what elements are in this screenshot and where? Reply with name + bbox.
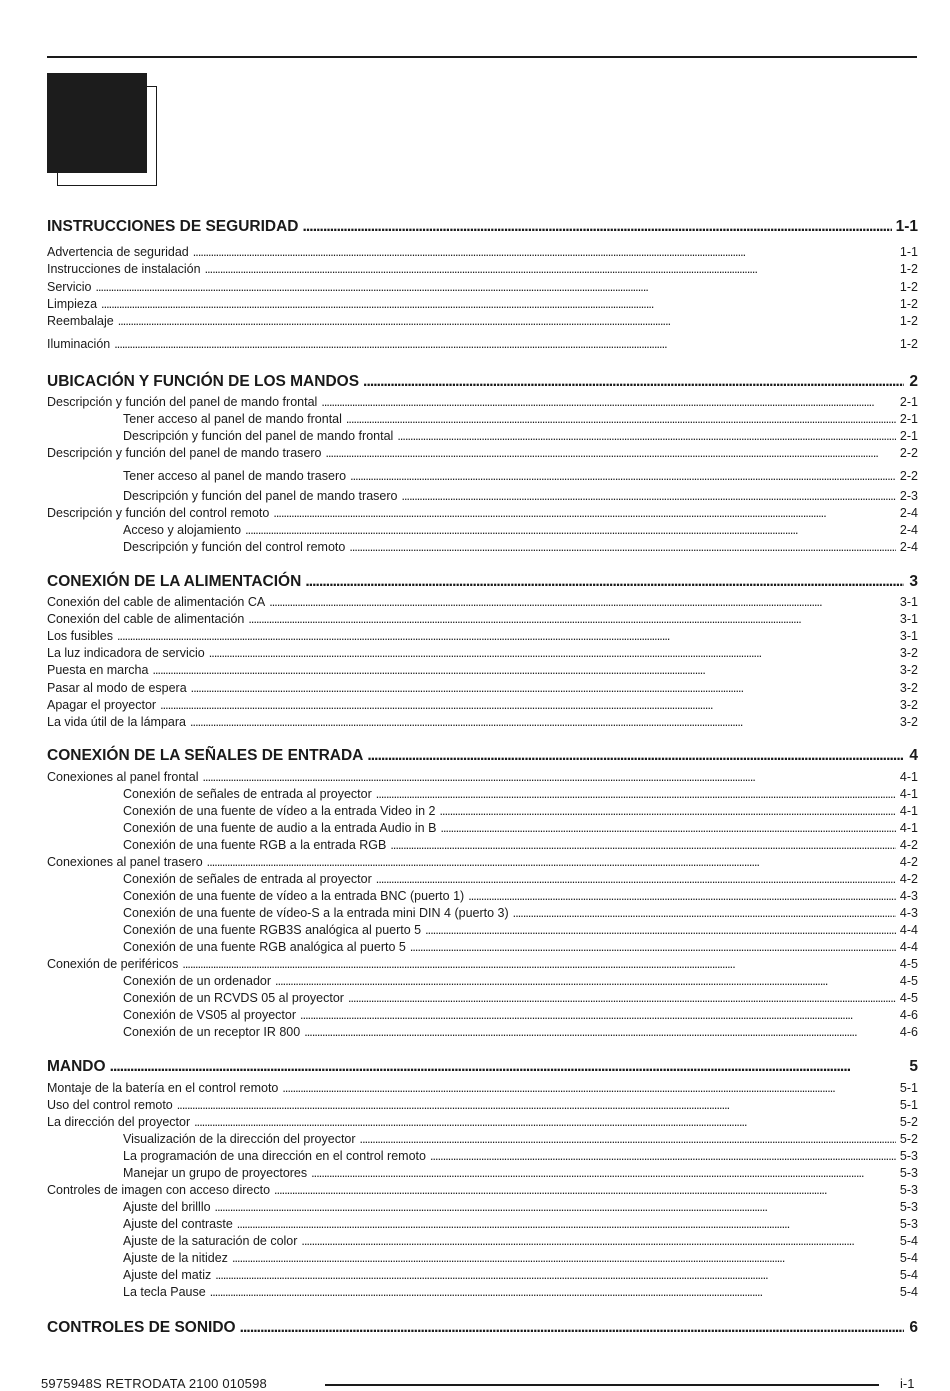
toc-section-heading[interactable]: [47, 572, 918, 592]
toc-label: Descripción y función del panel de mando trasero: [123, 489, 398, 503]
toc-entry[interactable]: [47, 1182, 918, 1198]
dot-leader: [367, 746, 904, 766]
toc-page-number: 3-2: [899, 698, 918, 712]
toc-page-number: 5-3: [899, 1183, 918, 1197]
toc-section-heading[interactable]: [47, 372, 918, 392]
toc-subentry[interactable]: [47, 428, 918, 444]
toc-label: Conexión de un receptor IR 800: [123, 1025, 301, 1039]
toc-label: Conexión de una fuente RGB analógica al puerto 5: [123, 940, 406, 954]
toc-page-number: 4-5: [899, 991, 918, 1005]
toc-subentry[interactable]: [47, 1233, 918, 1249]
toc-entry[interactable]: [47, 296, 918, 312]
footer-rule: [325, 1384, 879, 1386]
toc-label: Instrucciones de instalación: [47, 262, 201, 276]
dot-leader: [305, 572, 904, 592]
toc-page-number: 1-1: [895, 218, 918, 235]
toc-label: CONEXIÓN DE LA SEÑALES DE ENTRADA: [47, 747, 364, 764]
toc-entry[interactable]: [47, 854, 918, 870]
toc-label: Conexión del cable de alimentación CA: [47, 595, 266, 609]
toc-entry[interactable]: [47, 645, 918, 661]
toc-page-number: 5-2: [899, 1115, 918, 1129]
dot-leader: [363, 372, 904, 392]
dot-leader: [215, 1199, 896, 1215]
toc-page-number: 1-2: [899, 314, 918, 328]
dot-leader: [245, 522, 896, 538]
toc-subentry[interactable]: [47, 786, 918, 802]
toc-page-number: 1-2: [899, 262, 918, 276]
toc-page-number: 4-1: [899, 804, 918, 818]
toc-subentry[interactable]: [47, 468, 918, 484]
dot-leader: [190, 714, 896, 730]
toc-page-number: 4-1: [899, 821, 918, 835]
toc-label: Pasar al modo de espera: [47, 681, 187, 695]
toc-subentry[interactable]: [47, 1165, 918, 1181]
toc-entry[interactable]: [47, 336, 918, 352]
toc-label: Servicio: [47, 280, 92, 294]
toc-subentry[interactable]: [47, 488, 918, 504]
toc-page-number: 4-2: [899, 838, 918, 852]
dot-leader: [401, 488, 895, 504]
toc-section-heading[interactable]: [47, 1318, 918, 1338]
toc-page-number: 4-1: [899, 787, 918, 801]
toc-label: Descripción y función del control remoto: [47, 506, 270, 520]
dot-leader: [114, 336, 896, 352]
dot-leader: [301, 1233, 896, 1249]
dot-leader: [360, 1131, 896, 1147]
toc-label: Reembalaje: [47, 314, 114, 328]
toc-page-number: 2-1: [899, 395, 918, 409]
toc-page-number: 4-3: [899, 889, 918, 903]
toc-subentry[interactable]: [47, 922, 918, 938]
dot-leader: [117, 628, 896, 644]
toc-label: La tecla Pause: [123, 1285, 206, 1299]
toc-subentry[interactable]: [47, 1199, 918, 1215]
dot-leader: [376, 871, 896, 887]
toc-subentry[interactable]: [47, 1284, 918, 1300]
toc-page-number: 4-6: [899, 1008, 918, 1022]
toc-page-number: 2-4: [899, 540, 918, 554]
toc-page-number: 2: [909, 373, 918, 390]
toc-label: Conexión de un ordenador: [123, 974, 272, 988]
toc-label: Iluminación: [47, 337, 111, 351]
toc-page-number: 3: [909, 573, 918, 590]
toc-subentry[interactable]: [47, 990, 918, 1006]
dot-leader: [348, 990, 896, 1006]
dot-leader: [210, 1284, 896, 1300]
toc-entry[interactable]: [47, 244, 918, 260]
toc-label: Acceso y alojamiento: [123, 523, 242, 537]
toc-label: Ajuste del contraste: [123, 1217, 233, 1231]
dot-leader: [193, 244, 896, 260]
page-number: i-1: [900, 1376, 915, 1391]
toc-page-number: 5-1: [899, 1081, 918, 1095]
toc-label: Apagar el proyector: [47, 698, 157, 712]
toc-label: Ajuste de la nitidez: [123, 1251, 228, 1265]
dot-leader: [440, 820, 895, 836]
toc-page-number: 4-2: [899, 855, 918, 869]
dot-leader: [248, 611, 896, 627]
toc-subentry[interactable]: [47, 871, 918, 887]
toc-label: Descripción y función del panel de mando frontal: [123, 429, 394, 443]
dot-leader: [152, 662, 895, 678]
toc-subentry[interactable]: [47, 1131, 918, 1147]
toc-section-heading[interactable]: [47, 746, 918, 766]
toc-entry[interactable]: [47, 261, 918, 277]
toc-page-number: 1-2: [899, 280, 918, 294]
toc-entry[interactable]: [47, 714, 918, 730]
toc-page-number: 2-4: [899, 523, 918, 537]
toc-label: La dirección del proyector: [47, 1115, 191, 1129]
toc-section-heading[interactable]: [47, 1057, 918, 1077]
toc-label: Ajuste del brilllo: [123, 1200, 211, 1214]
toc-page-number: 5-3: [899, 1149, 918, 1163]
dot-leader: [203, 769, 896, 785]
top-rule: [47, 56, 917, 58]
toc-subentry[interactable]: [47, 1148, 918, 1164]
toc-subentry[interactable]: [47, 539, 918, 555]
toc-label: CONEXIÓN DE LA ALIMENTACIÓN: [47, 573, 302, 590]
toc-label: Tener acceso al panel de mando frontal: [123, 412, 342, 426]
toc-entry[interactable]: [47, 956, 918, 972]
dot-leader: [215, 1267, 896, 1283]
toc-entry[interactable]: [47, 680, 918, 696]
toc-page-number: 3-2: [899, 663, 918, 677]
dot-leader: [304, 1024, 896, 1040]
toc-page-number: 2-3: [899, 489, 918, 503]
toc-label: Descripción y función del control remoto: [123, 540, 346, 554]
dot-leader: [440, 803, 896, 819]
dot-leader: [325, 445, 895, 461]
toc-page-number: 2-2: [899, 446, 918, 460]
toc-label: Controles de imagen con acceso directo: [47, 1183, 271, 1197]
toc-entry[interactable]: [47, 1080, 918, 1096]
toc-page-number: 4-1: [899, 770, 918, 784]
toc-label: Conexión de una fuente de vídeo a la entrada Video in 2: [123, 804, 436, 818]
toc-label: UBICACIÓN Y FUNCIÓN DE LOS MANDOS: [47, 373, 360, 390]
toc-page-number: 2-4: [899, 506, 918, 520]
toc-entry[interactable]: [47, 769, 918, 785]
toc-page-number: 5-4: [899, 1285, 918, 1299]
toc-page-number: 4-5: [899, 974, 918, 988]
toc-label: Conexión de VS05 al proyector: [123, 1008, 297, 1022]
toc-label: Conexión de una fuente RGB3S analógica al puerto 5: [123, 923, 422, 937]
dot-leader: [302, 217, 891, 237]
toc-page-number: 5-4: [899, 1251, 918, 1265]
toc-subentry[interactable]: [47, 1007, 918, 1023]
toc-label: Conexión del cable de alimentación: [47, 612, 245, 626]
toc-subentry[interactable]: [47, 1216, 918, 1232]
toc-label: Uso del control remoto: [47, 1098, 173, 1112]
dot-leader: [321, 394, 896, 410]
toc-page-number: 1-2: [899, 337, 918, 351]
toc-label: Los fusibles: [47, 629, 114, 643]
toc-label: Conexión de una fuente RGB a la entrada RGB: [123, 838, 387, 852]
toc-subentry[interactable]: [47, 973, 918, 989]
dot-leader: [376, 786, 896, 802]
toc-page-number: 4-6: [899, 1025, 918, 1039]
toc-page-number: 4-2: [899, 872, 918, 886]
dot-leader: [269, 594, 896, 610]
dot-leader: [275, 973, 896, 989]
dot-leader: [350, 468, 896, 484]
toc-entry[interactable]: [47, 394, 918, 410]
dot-leader: [430, 1148, 896, 1164]
toc-section-heading[interactable]: [47, 217, 918, 237]
toc-entry[interactable]: [47, 662, 918, 678]
toc-page-number: 4-5: [899, 957, 918, 971]
toc-page-number: 4-4: [899, 923, 918, 937]
toc-label: Conexión de una fuente de vídeo a la entrada BNC (puerto 1): [123, 889, 465, 903]
toc-page-number: 5-2: [899, 1132, 918, 1146]
toc-label: Visualización de la dirección del proyector: [123, 1132, 356, 1146]
toc-subentry[interactable]: [47, 939, 918, 955]
toc-entry[interactable]: [47, 594, 918, 610]
toc-subentry[interactable]: [47, 1267, 918, 1283]
chapter-block: [47, 73, 147, 173]
toc-page-number: 3-1: [899, 629, 918, 643]
dot-leader: [300, 1007, 896, 1023]
dot-leader: [95, 279, 895, 295]
dot-leader: [207, 854, 896, 870]
toc-page-number: 3-2: [899, 681, 918, 695]
dot-leader: [240, 1318, 904, 1338]
toc-entry[interactable]: [47, 697, 918, 713]
toc-subentry[interactable]: [47, 820, 918, 836]
toc-page-number: 5-1: [899, 1098, 918, 1112]
toc-page-number: 3-2: [899, 715, 918, 729]
toc-entry[interactable]: [47, 1097, 918, 1113]
toc-label: Montaje de la batería en el control remoto: [47, 1081, 279, 1095]
toc-label: Conexiones al panel trasero: [47, 855, 203, 869]
toc-label: INSTRUCCIONES DE SEGURIDAD: [47, 218, 299, 235]
toc-page-number: 5-4: [899, 1268, 918, 1282]
toc-page-number: 4: [909, 747, 918, 764]
toc-label: La luz indicadora de servicio: [47, 646, 205, 660]
toc-label: Descripción y función del panel de mando trasero: [47, 446, 322, 460]
toc-subentry[interactable]: [47, 888, 918, 904]
dot-leader: [177, 1097, 896, 1113]
dot-leader: [205, 261, 896, 277]
toc-label: Ajuste de la saturación de color: [123, 1234, 298, 1248]
toc-entry[interactable]: [47, 628, 918, 644]
toc-label: Conexión de un RCVDS 05 al proyector: [123, 991, 344, 1005]
toc-subentry[interactable]: [47, 1250, 918, 1266]
dot-leader: [273, 505, 896, 521]
toc-subentry[interactable]: [47, 837, 918, 853]
dot-leader: [468, 888, 896, 904]
toc-label: MANDO: [47, 1058, 106, 1075]
toc-page-number: 3-2: [899, 646, 918, 660]
dot-leader: [349, 539, 896, 555]
dot-leader: [191, 680, 896, 696]
toc-subentry[interactable]: [47, 905, 918, 921]
dot-leader: [282, 1080, 896, 1096]
dot-leader: [101, 296, 896, 312]
toc-entry[interactable]: [47, 445, 918, 461]
dot-leader: [311, 1165, 896, 1181]
toc-page-number: 2-1: [899, 429, 918, 443]
toc-subentry[interactable]: [47, 522, 918, 538]
toc-label: Conexión de una fuente de audio a la entrada Audio in B: [123, 821, 437, 835]
dot-leader: [209, 645, 896, 661]
toc-label: Tener acceso al panel de mando trasero: [123, 469, 347, 483]
toc-label: Conexión de periféricos: [47, 957, 179, 971]
toc-entry[interactable]: [47, 505, 918, 521]
dot-leader: [390, 837, 896, 853]
toc-label: Conexión de señales de entrada al proyector: [123, 872, 372, 886]
toc-page-number: 1-1: [899, 245, 918, 259]
toc-page-number: 5-3: [899, 1217, 918, 1231]
toc-label: Limpieza: [47, 297, 98, 311]
dot-leader: [274, 1182, 896, 1198]
toc-page-number: 5-3: [899, 1166, 918, 1180]
toc-label: Manejar un grupo de proyectores: [123, 1166, 308, 1180]
dot-leader: [182, 956, 896, 972]
toc-page-number: 5: [909, 1058, 918, 1075]
toc-label: Ajuste del matiz: [123, 1268, 212, 1282]
dot-leader: [513, 905, 896, 921]
toc-entry[interactable]: [47, 313, 918, 329]
toc-subentry[interactable]: [47, 803, 918, 819]
toc-label: Conexión de señales de entrada al proyector: [123, 787, 372, 801]
toc-page-number: 6: [909, 1319, 918, 1336]
toc-page-number: 5-3: [899, 1200, 918, 1214]
toc-page-number: 1-2: [899, 297, 918, 311]
dot-leader: [346, 411, 896, 427]
dot-leader: [425, 922, 896, 938]
toc-label: Conexión de una fuente de vídeo-S a la entrada mini DIN 4 (puerto 3): [123, 906, 509, 920]
toc-label: Advertencia de seguridad: [47, 245, 189, 259]
toc-page-number: 4-3: [899, 906, 918, 920]
dot-leader: [410, 939, 896, 955]
toc-page-number: 3-1: [899, 595, 918, 609]
toc-entry[interactable]: [47, 611, 918, 627]
toc-page-number: 3-1: [899, 612, 918, 626]
toc-subentry[interactable]: [47, 411, 918, 427]
toc-entry[interactable]: [47, 279, 918, 295]
document-code: 5975948S RETRODATA 2100 010598: [41, 1376, 267, 1391]
toc-label: La programación de una dirección en el control remoto: [123, 1149, 426, 1163]
dot-leader: [160, 697, 896, 713]
toc-page-number: 5-4: [899, 1234, 918, 1248]
dot-leader: [237, 1216, 896, 1232]
toc-label: CONTROLES DE SONIDO: [47, 1319, 236, 1336]
toc-subentry[interactable]: [47, 1024, 918, 1040]
toc-page-number: 2-1: [899, 412, 918, 426]
toc-label: Puesta en marcha: [47, 663, 149, 677]
dot-leader: [118, 313, 896, 329]
toc-page-number: 2-2: [899, 469, 918, 483]
toc-label: La vida útil de la lámpara: [47, 715, 186, 729]
dot-leader: [194, 1114, 896, 1130]
toc-label: Conexiones al panel frontal: [47, 770, 199, 784]
toc-label: Descripción y función del panel de mando frontal: [47, 395, 318, 409]
toc-entry[interactable]: [47, 1114, 918, 1130]
dot-leader: [232, 1250, 896, 1266]
dot-leader: [110, 1057, 904, 1077]
toc-page-number: 4-4: [899, 940, 918, 954]
dot-leader: [397, 428, 896, 444]
